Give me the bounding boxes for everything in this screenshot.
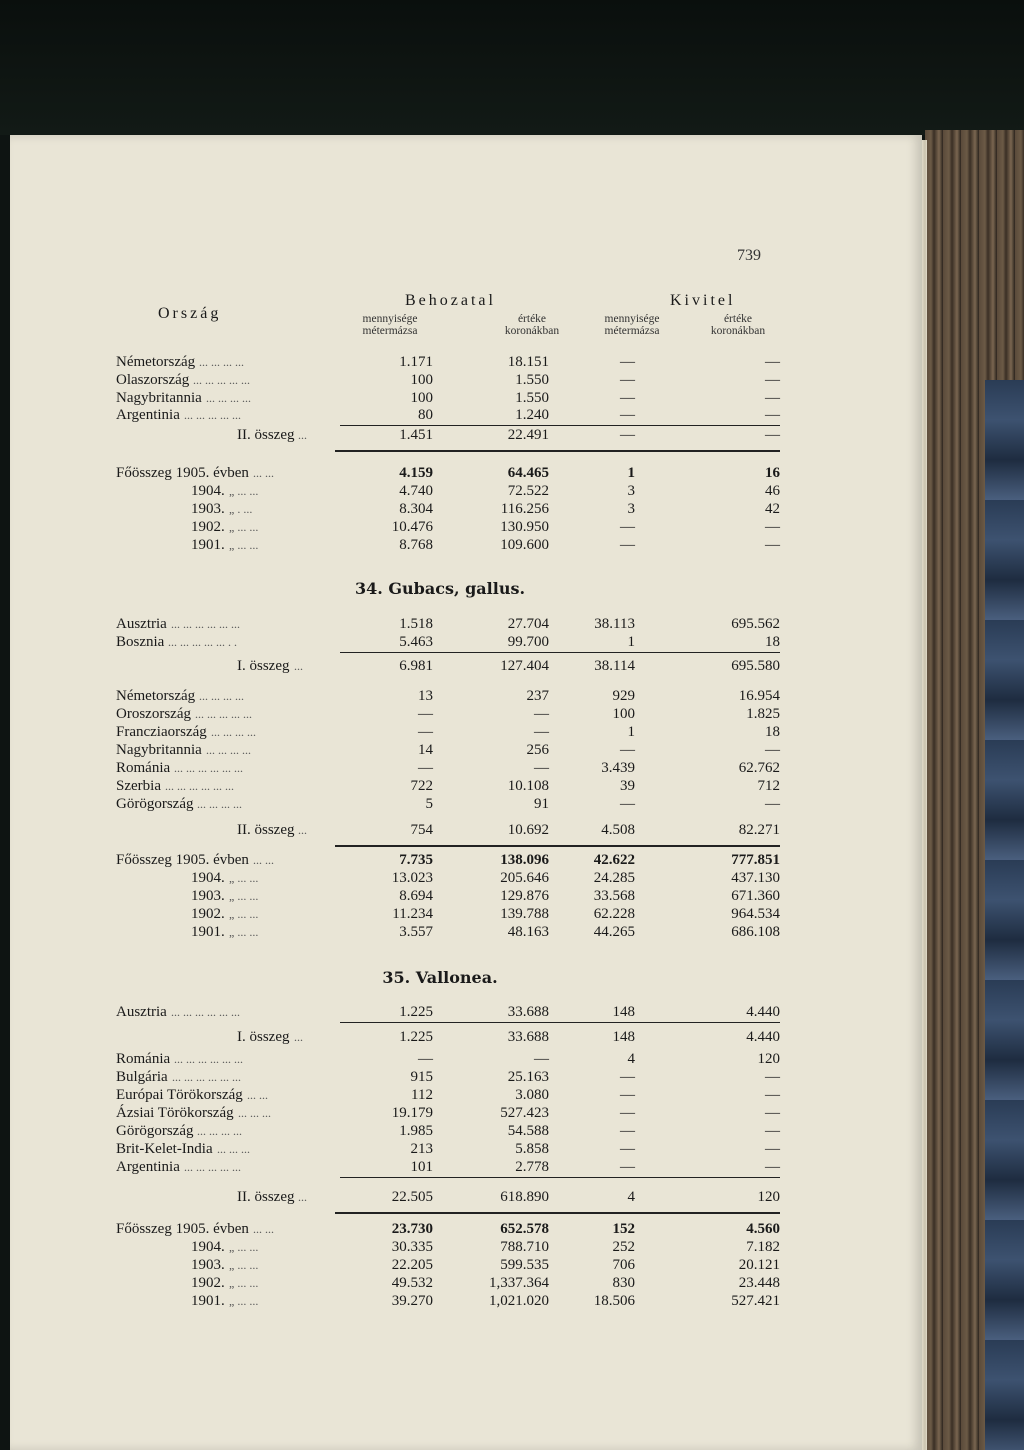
- row-leader-dots: ... ... ... ... ... ...: [165, 779, 234, 793]
- cell-v2: 33.688: [507, 1004, 549, 1020]
- cell-v1: 49.532: [391, 1275, 433, 1291]
- col-header-imp-val-unit: koronákban: [504, 325, 560, 337]
- row-label: 1901.: [191, 924, 225, 940]
- row-leader-dots: ...: [298, 428, 307, 442]
- cell-v3: 44.265: [593, 924, 635, 940]
- cell-v2: 138.096: [500, 852, 549, 868]
- cell-v4: —: [765, 354, 780, 370]
- cell-v3: 3.439: [601, 760, 635, 776]
- cell-v3: 18.506: [593, 1293, 635, 1309]
- cell-v3: —: [620, 796, 635, 812]
- row-label: Ausztria: [116, 616, 167, 632]
- cell-v1: 100: [410, 390, 433, 406]
- row-label: Németország: [116, 688, 196, 704]
- row-label: Ausztria: [116, 1004, 167, 1020]
- row-label: Nagybritannia: [116, 742, 202, 758]
- cell-v3: 830: [612, 1275, 635, 1291]
- cell-v3: —: [620, 372, 635, 388]
- row-leader-dots: „ ... ...: [229, 520, 259, 534]
- cell-v2: 1.240: [515, 407, 549, 423]
- cell-v1: 101: [410, 1159, 433, 1175]
- cell-v2: —: [534, 1051, 549, 1067]
- cell-v4: 964.534: [731, 906, 780, 922]
- col-header-imp-qty: mennyisége: [362, 313, 418, 325]
- cell-v4: —: [765, 1141, 780, 1157]
- cell-v3: 1: [627, 465, 635, 481]
- cell-v3: —: [620, 519, 635, 535]
- cell-v4: 695.580: [731, 658, 780, 674]
- cell-v4: 120: [757, 1189, 780, 1205]
- cell-v2: 116.256: [500, 501, 549, 517]
- cell-v2: 256: [526, 742, 549, 758]
- cell-v4: 686.108: [731, 924, 780, 940]
- cell-v3: 42.622: [593, 852, 635, 868]
- cell-v3: 148: [612, 1004, 635, 1020]
- cell-v2: —: [534, 760, 549, 776]
- cell-v4: 671.360: [731, 888, 780, 904]
- cell-v3: —: [620, 1141, 635, 1157]
- row-label: 1902.: [191, 1275, 225, 1291]
- cell-v3: 148: [612, 1029, 635, 1045]
- row-leader-dots: ... ... ... ...: [197, 1124, 242, 1138]
- cell-v2: —: [534, 724, 549, 740]
- cell-v2: —: [534, 706, 549, 722]
- row-label: Görögország: [116, 796, 194, 812]
- cell-v2: 5.858: [515, 1141, 549, 1157]
- col-header-kivitel: Kivitel: [670, 292, 736, 309]
- cell-v1: 8.304: [399, 501, 433, 517]
- cell-v4: 62.762: [738, 760, 780, 776]
- row-leader-dots: ... ... ... ... ... ...: [172, 1070, 241, 1084]
- cell-v3: 62.228: [593, 906, 635, 922]
- cell-v2: 599.535: [500, 1257, 549, 1273]
- col-header-imp-qty-unit: métermázsa: [362, 325, 418, 337]
- row-leader-dots: ... ... ... ... ... . .: [168, 635, 237, 649]
- cell-v2: 139.788: [500, 906, 549, 922]
- row-label: 1901.: [191, 1293, 225, 1309]
- row-leader-dots: ... ... ... ...: [211, 725, 256, 739]
- cell-v3: —: [620, 390, 635, 406]
- col-header-exp-qty-unit: métermázsa: [604, 325, 660, 337]
- col-header-exp-val-unit: koronákban: [710, 325, 766, 337]
- cell-v3: —: [620, 1159, 635, 1175]
- cell-v2: 618.890: [500, 1189, 549, 1205]
- row-label: 1903.: [191, 888, 225, 904]
- subtotal-rule: [340, 1177, 780, 1178]
- cell-v1: 1.518: [399, 616, 433, 632]
- cell-v4: 7.182: [746, 1239, 780, 1255]
- row-label: Bulgária: [116, 1069, 168, 1085]
- row-leader-dots: ... ... ...: [217, 1142, 250, 1156]
- cell-v1: 5: [425, 796, 433, 812]
- cell-v1: 6.981: [399, 658, 433, 674]
- cell-v4: 712: [757, 778, 780, 794]
- cell-v1: 39.270: [391, 1293, 433, 1309]
- cell-v3: —: [620, 1069, 635, 1085]
- total-double-rule: [335, 845, 780, 847]
- cell-v4: 42: [765, 501, 780, 517]
- section-title: 35. Vallonea.: [382, 968, 498, 987]
- section-title: 34. Gubacs, gallus.: [354, 579, 526, 598]
- cell-v2: 64.465: [507, 465, 549, 481]
- row-label: I. összeg: [237, 658, 290, 674]
- row-label: Európai Törökország: [116, 1087, 243, 1103]
- cell-v4: 4.440: [746, 1029, 780, 1045]
- cell-v2: 25.163: [507, 1069, 549, 1085]
- cell-v2: 237: [526, 688, 549, 704]
- row-label: Argentinia: [116, 407, 180, 423]
- subtotal-rule: [340, 652, 780, 653]
- row-leader-dots: „ ... ...: [229, 1294, 259, 1308]
- cell-v3: 3: [627, 501, 635, 517]
- cell-v3: 1: [627, 724, 635, 740]
- row-leader-dots: „ ... ...: [229, 907, 259, 921]
- cell-v1: 11.234: [392, 906, 433, 922]
- cell-v2: 2.778: [515, 1159, 549, 1175]
- cell-v1: 22.505: [391, 1189, 433, 1205]
- cell-v4: —: [765, 427, 780, 443]
- cell-v3: 38.113: [594, 616, 635, 632]
- background-top: [0, 0, 1024, 135]
- cell-v2: 22.491: [507, 427, 549, 443]
- cell-v2: 91: [534, 796, 549, 812]
- cell-v1: 22.205: [391, 1257, 433, 1273]
- row-leader-dots: „ ... ...: [229, 1276, 259, 1290]
- row-label: Szerbia: [116, 778, 161, 794]
- subtotal-rule: [340, 1022, 780, 1023]
- row-leader-dots: „ ... ...: [229, 538, 259, 552]
- total-double-rule: [335, 1212, 780, 1214]
- row-label: 1904.: [191, 483, 225, 499]
- cell-v4: —: [765, 1069, 780, 1085]
- cell-v4: 16.954: [738, 688, 780, 704]
- row-label: Oroszország: [116, 706, 191, 722]
- row-label: 1901.: [191, 537, 225, 553]
- row-leader-dots: „ ... ...: [229, 1240, 259, 1254]
- row-leader-dots: ... ... ... ... ... ...: [174, 761, 243, 775]
- cell-v4: 120: [757, 1051, 780, 1067]
- row-label: Bosznia: [116, 634, 165, 650]
- row-leader-dots: ...: [298, 1190, 307, 1204]
- row-label: Főösszeg 1905. évben: [116, 465, 249, 481]
- row-leader-dots: ... ... ... ...: [199, 355, 244, 369]
- row-label: Olaszország: [116, 372, 190, 388]
- cell-v4: 777.851: [731, 852, 780, 868]
- cell-v2: 205.646: [500, 870, 549, 886]
- cell-v1: 80: [418, 407, 433, 423]
- row-label: II. összeg: [237, 427, 295, 443]
- cell-v4: —: [765, 742, 780, 758]
- cell-v2: 652.578: [500, 1221, 549, 1237]
- cell-v3: 4: [627, 1051, 635, 1067]
- cell-v3: 252: [612, 1239, 635, 1255]
- cell-v4: —: [765, 1105, 780, 1121]
- cell-v1: 1.171: [399, 354, 433, 370]
- cell-v3: 3: [627, 483, 635, 499]
- cell-v3: 1: [627, 634, 635, 650]
- cell-v2: 1.550: [515, 372, 549, 388]
- row-leader-dots: ... ... ... ... ... ...: [171, 617, 240, 631]
- book-page: [10, 135, 922, 1450]
- cell-v3: —: [620, 1123, 635, 1139]
- adjacent-book: [985, 380, 1024, 1450]
- cell-v1: —: [418, 724, 433, 740]
- cell-v1: 100: [410, 372, 433, 388]
- col-header-imp-val: értéke: [517, 313, 547, 325]
- cell-v4: —: [765, 372, 780, 388]
- cell-v4: —: [765, 537, 780, 553]
- cell-v1: 8.694: [399, 888, 433, 904]
- cell-v3: 38.114: [594, 658, 635, 674]
- cell-v3: 24.285: [593, 870, 635, 886]
- cell-v2: 788.710: [500, 1239, 549, 1255]
- cell-v1: 8.768: [399, 537, 433, 553]
- cell-v4: 1.825: [746, 706, 780, 722]
- cell-v4: —: [765, 390, 780, 406]
- cell-v1: —: [418, 760, 433, 776]
- row-leader-dots: „ ... ...: [229, 1258, 259, 1272]
- cell-v4: 82.271: [738, 822, 780, 838]
- cell-v1: 13: [418, 688, 433, 704]
- cell-v2: 130.950: [500, 519, 549, 535]
- cell-v4: —: [765, 1123, 780, 1139]
- cell-v4: 527.421: [731, 1293, 780, 1309]
- cell-v1: 3.557: [399, 924, 433, 940]
- row-leader-dots: ...: [294, 1030, 303, 1044]
- cell-v2: 54.588: [507, 1123, 549, 1139]
- row-leader-dots: ... ... ... ... ...: [193, 373, 250, 387]
- row-label: Ázsiai Törökország: [116, 1105, 234, 1121]
- cell-v2: 1.550: [515, 390, 549, 406]
- col-header-behozatal: Behozatal: [405, 292, 496, 309]
- cell-v1: 1.985: [399, 1123, 433, 1139]
- cell-v1: 5.463: [399, 634, 433, 650]
- cell-v4: —: [765, 407, 780, 423]
- cell-v2: 72.522: [507, 483, 549, 499]
- cell-v4: 20.121: [738, 1257, 780, 1273]
- cell-v4: 18: [765, 634, 780, 650]
- cell-v2: 109.600: [500, 537, 549, 553]
- cell-v2: 3.080: [515, 1087, 549, 1103]
- cell-v1: 30.335: [391, 1239, 433, 1255]
- cell-v2: 48.163: [507, 924, 549, 940]
- cell-v4: 23.448: [738, 1275, 780, 1291]
- row-leader-dots: ... ... ... ...: [206, 391, 251, 405]
- row-label: Görögország: [116, 1123, 194, 1139]
- cell-v1: —: [418, 1051, 433, 1067]
- row-leader-dots: ... ... ... ...: [197, 797, 242, 811]
- row-leader-dots: „ ... ...: [229, 889, 259, 903]
- cell-v1: 915: [410, 1069, 433, 1085]
- cell-v1: 722: [410, 778, 433, 794]
- cell-v1: —: [418, 706, 433, 722]
- col-header-orszag: Ország: [158, 305, 222, 322]
- row-leader-dots: ... ... ... ... ...: [184, 408, 241, 422]
- cell-v2: 10.692: [507, 822, 549, 838]
- cell-v4: 18: [765, 724, 780, 740]
- row-label: II. összeg: [237, 822, 295, 838]
- row-label: 1902.: [191, 519, 225, 535]
- cell-v4: 695.562: [731, 616, 780, 632]
- cell-v3: 929: [612, 688, 635, 704]
- row-label: 1903.: [191, 501, 225, 517]
- cell-v1: 23.730: [391, 1221, 433, 1237]
- cell-v3: —: [620, 407, 635, 423]
- cell-v3: —: [620, 1105, 635, 1121]
- cell-v3: 100: [612, 706, 635, 722]
- cell-v3: —: [620, 537, 635, 553]
- row-leader-dots: ... ... ... ... ... ...: [174, 1052, 243, 1066]
- cell-v3: 706: [612, 1257, 635, 1273]
- row-leader-dots: ... ...: [247, 1088, 268, 1102]
- row-leader-dots: ... ... ... ... ...: [195, 707, 252, 721]
- col-header-exp-qty: mennyisége: [604, 313, 660, 325]
- row-label: 1904.: [191, 870, 225, 886]
- row-label: Argentinia: [116, 1159, 180, 1175]
- cell-v2: 99.700: [507, 634, 549, 650]
- cell-v1: 19.179: [391, 1105, 433, 1121]
- row-label: Románia: [116, 1051, 171, 1067]
- cell-v1: 4.159: [399, 465, 433, 481]
- row-leader-dots: ...: [298, 823, 307, 837]
- cell-v1: 7.735: [399, 852, 433, 868]
- row-leader-dots: ... ... ... ...: [206, 743, 251, 757]
- cell-v2: 1,337.364: [489, 1275, 549, 1291]
- cell-v4: 4.440: [746, 1004, 780, 1020]
- cell-v4: 437.130: [731, 870, 780, 886]
- cell-v3: 4: [627, 1189, 635, 1205]
- row-label: Főösszeg 1905. évben: [116, 852, 249, 868]
- cell-v1: 754: [410, 822, 433, 838]
- cell-v4: 16: [765, 465, 780, 481]
- row-leader-dots: ... ... ... ... ... ...: [171, 1005, 240, 1019]
- cell-v3: —: [620, 742, 635, 758]
- row-label: 1903.: [191, 1257, 225, 1273]
- row-leader-dots: ... ... ... ... ...: [184, 1160, 241, 1174]
- cell-v1: 213: [410, 1141, 433, 1157]
- cell-v3: —: [620, 427, 635, 443]
- row-leader-dots: ... ... ... ...: [199, 689, 244, 703]
- row-label: 1902.: [191, 906, 225, 922]
- cell-v4: —: [765, 1159, 780, 1175]
- col-header-exp-val: értéke: [723, 313, 753, 325]
- row-label: Francziaország: [116, 724, 207, 740]
- cell-v1: 1.225: [399, 1029, 433, 1045]
- cell-v2: 33.688: [507, 1029, 549, 1045]
- row-leader-dots: ... ...: [253, 853, 274, 867]
- row-label: 1904.: [191, 1239, 225, 1255]
- cell-v1: 1.451: [399, 427, 433, 443]
- cell-v3: —: [620, 354, 635, 370]
- row-leader-dots: ... ... ...: [238, 1106, 271, 1120]
- cell-v3: 4.508: [601, 822, 635, 838]
- cell-v2: 1,021.020: [489, 1293, 549, 1309]
- row-label: Románia: [116, 760, 171, 776]
- cell-v2: 27.704: [507, 616, 549, 632]
- subtotal-rule: [340, 425, 780, 426]
- cell-v1: 1.225: [399, 1004, 433, 1020]
- row-label: Főösszeg 1905. évben: [116, 1221, 249, 1237]
- cell-v2: 10.108: [507, 778, 549, 794]
- cell-v4: 46: [765, 483, 780, 499]
- row-leader-dots: ... ...: [253, 466, 274, 480]
- row-label: II. összeg: [237, 1189, 295, 1205]
- row-leader-dots: „ ... ...: [229, 925, 259, 939]
- cell-v2: 129.876: [500, 888, 549, 904]
- total-double-rule: [335, 450, 780, 452]
- row-leader-dots: „ ... ...: [229, 871, 259, 885]
- cell-v3: 152: [612, 1221, 635, 1237]
- row-label: Nagybritannia: [116, 390, 202, 406]
- cell-v1: 10.476: [391, 519, 433, 535]
- cell-v4: —: [765, 1087, 780, 1103]
- row-leader-dots: ... ...: [253, 1222, 274, 1236]
- page-number: 739: [737, 247, 761, 264]
- row-leader-dots: „ ... ...: [229, 484, 259, 498]
- row-label: Brit-Kelet-India: [116, 1141, 213, 1157]
- row-label: Németország: [116, 354, 196, 370]
- cell-v1: 4.740: [399, 483, 433, 499]
- cell-v2: 127.404: [500, 658, 549, 674]
- row-label: I. összeg: [237, 1029, 290, 1045]
- cell-v4: —: [765, 796, 780, 812]
- cell-v1: 14: [418, 742, 433, 758]
- cell-v2: 18.151: [507, 354, 549, 370]
- cell-v1: 112: [411, 1087, 433, 1103]
- cell-v1: 13.023: [391, 870, 433, 886]
- row-leader-dots: ...: [294, 659, 303, 673]
- cell-v2: 527.423: [500, 1105, 549, 1121]
- cell-v4: —: [765, 519, 780, 535]
- cell-v4: 4.560: [746, 1221, 780, 1237]
- cell-v3: —: [620, 1087, 635, 1103]
- row-leader-dots: „ . ...: [229, 502, 253, 516]
- cell-v3: 33.568: [593, 888, 635, 904]
- cell-v3: 39: [620, 778, 635, 794]
